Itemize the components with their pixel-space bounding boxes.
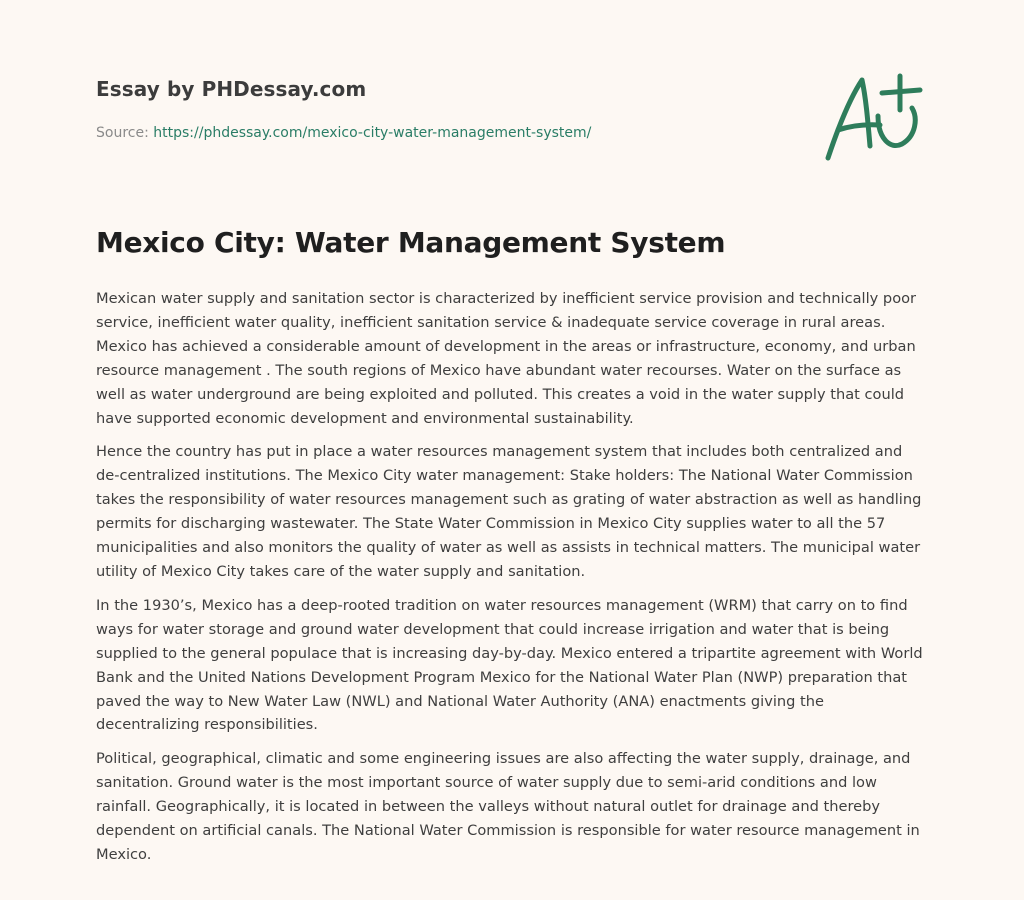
a-plus-logo-icon — [820, 68, 930, 168]
source-link[interactable]: https://phdessay.com/mexico-city-water-management-system/ — [153, 125, 592, 141]
brand-heading: Essay by PHDessay.com — [96, 77, 367, 101]
source-label: Source: — [96, 125, 149, 141]
paragraph: Hence the country has put in place a water resources management system that includes both centralized and de-centralized institutions. The Mexico City water management: Stake holders: The National Water Commission takes the responsibility of water resources management such as grating of water abstraction as well as handling permits for discharging wastewater. The State Water Commission in Mexico City supplies water to all the 57 municipalities and also monitors the quality of water as well as assists in technical matters. The municipal water utility of Mexico City takes care of the water supply and sanitation. — [96, 443, 922, 580]
source-line — [96, 125, 591, 141]
paragraph: In the 1930’s, Mexico has a deep-rooted tradition on water resources management (WRM) that carry on to find ways for water storage and ground water development that could increase irrigation and water that is being supplied to the general populace that is increasing day-by-day. Mexico entered a tripartite agreement with World Bank and the United Nations Development Program Mexico for the National Water Plan (NWP) preparation that paved the way to New Water Law (NWL) and National Water Authority (ANA) enactments giving the decentralizing responsibilities. — [96, 596, 923, 734]
essay-body — [96, 287, 930, 877]
paragraph: Mexican water supply and sanitation sector is characterized by inefficient service provision and technically poor service, inefficient water quality, inefficient sanitation service & inadequate service coverage in rural areas. Mexico has achieved a considerable amount of development in the areas or infrastructure, economy, and urban resource management . The south regions of Mexico have abundant water recourses. Water on the surface as well as water underground are being exploited and polluted. This creates a void in the water supply that could have supported economic development and environmental sustainability. — [96, 290, 917, 427]
paragraph: Political, geographical, climatic and some engineering issues are also affecting the water supply, drainage, and sanitation. Ground water is the most important source of water supply due to semi-arid conditions and low rainfall. Geographically, it is located in between the valleys without natural outlet for drainage and thereby dependent on artificial canals. The National Water Commission is responsible for water resource management in Mexico. — [96, 750, 920, 863]
essay-title: Mexico City: Water Management System — [96, 226, 726, 259]
